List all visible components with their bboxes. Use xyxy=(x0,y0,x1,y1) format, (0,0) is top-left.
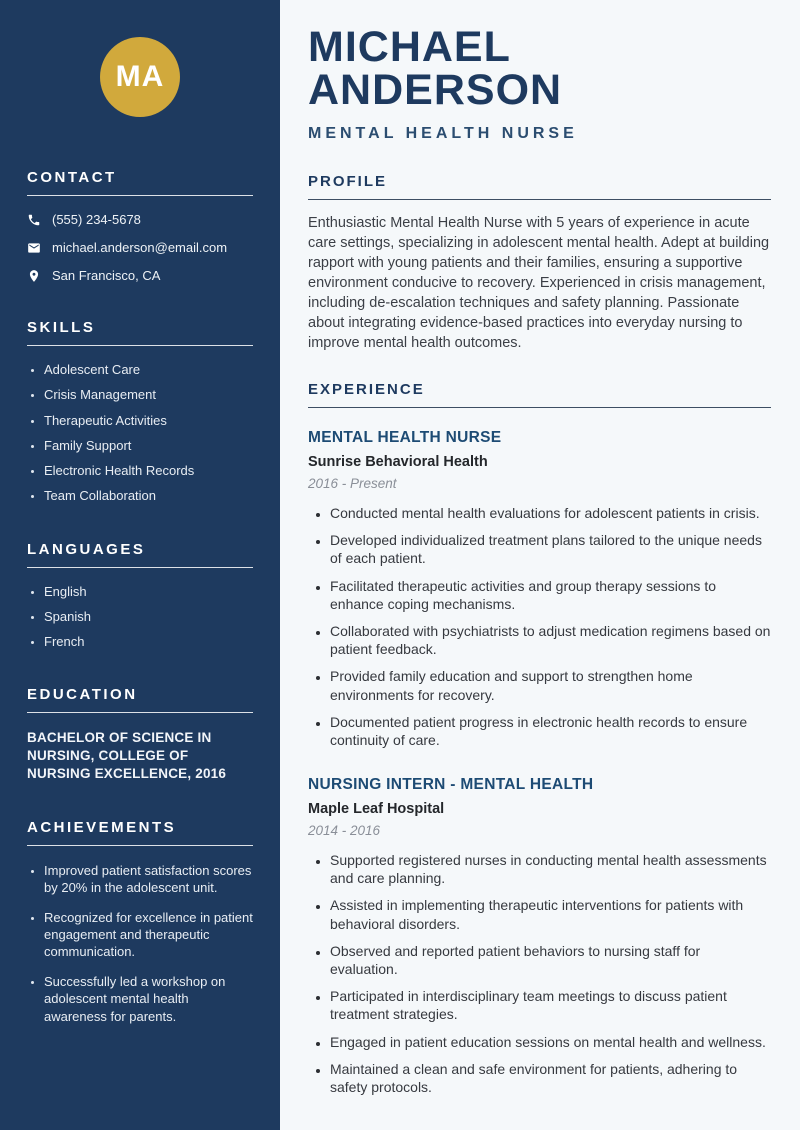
skills-heading: SKILLS xyxy=(27,319,253,346)
language-item: • French xyxy=(44,634,253,650)
job-bullet: • Assisted in implementing therapeutic interventions for patients with behavioral disorders. xyxy=(330,896,771,932)
job-bullet: • Participated in interdisciplinary team meetings to discuss patient treatment strategies. xyxy=(330,987,771,1023)
contact-email-text: michael.anderson@email.com xyxy=(52,240,228,255)
job-bullet-list xyxy=(308,851,771,1096)
job-bullet: • Engaged in patient education sessions on mental health and wellness. xyxy=(330,1033,771,1051)
experience-heading: EXPERIENCE xyxy=(308,381,771,408)
achievement-item: • Recognized for excellence in patient engagement and therapeutic communication. xyxy=(44,909,253,961)
skill-item: • Family Support xyxy=(44,438,253,454)
achievements-heading: ACHIEVEMENTS xyxy=(27,819,253,846)
avatar xyxy=(100,37,180,117)
education-degree: BACHELOR OF SCIENCE IN NURSING, COLLEGE OF NURSING EXCELLENCE, 2016 xyxy=(27,730,227,781)
skill-item: • Team Collaboration xyxy=(44,488,253,504)
job-bullet: • Documented patient progress in electronic health records to ensure continuity of care. xyxy=(330,713,771,749)
language-item: • English xyxy=(44,584,253,600)
job-bullet: • Maintained a clean and safe environment for patients, adhering to safety protocols. xyxy=(330,1060,771,1096)
experience-section xyxy=(308,381,771,1096)
contact-email-row xyxy=(27,240,253,255)
avatar-initials: MA xyxy=(115,60,165,93)
languages-list xyxy=(27,584,253,651)
contact-section xyxy=(27,169,253,283)
language-item: • Spanish xyxy=(44,609,253,625)
job-bullet-list xyxy=(308,504,771,749)
languages-heading: LANGUAGES xyxy=(27,541,253,568)
job-entry xyxy=(308,776,771,1096)
person-job-title: MENTAL HEALTH NURSE xyxy=(308,125,578,142)
job-bullet: • Observed and reported patient behaviors to nursing staff for evaluation. xyxy=(330,942,771,978)
skills-section xyxy=(27,319,253,505)
profile-section xyxy=(308,173,771,353)
skill-item: • Therapeutic Activities xyxy=(44,413,253,429)
job-dates: 2016 - Present xyxy=(308,476,397,491)
job-bullet: • Developed individualized treatment plans tailored to the unique needs of each patient. xyxy=(330,531,771,567)
contact-location-row xyxy=(27,268,253,283)
contact-phone-row xyxy=(27,212,253,227)
contact-phone-text: (555) 234-5678 xyxy=(52,212,141,227)
job-title: NURSING INTERN - MENTAL HEALTH xyxy=(308,776,594,794)
job-entry xyxy=(308,429,771,749)
achievements-list xyxy=(27,862,253,1025)
job-bullet: • Supported registered nurses in conducting mental health assessments and care planning. xyxy=(330,851,771,887)
job-bullet: • Conducted mental health evaluations for adolescent patients in crisis. xyxy=(330,504,771,522)
job-company: Maple Leaf Hospital xyxy=(308,801,445,818)
education-heading: EDUCATION xyxy=(27,686,253,713)
contact-location-text: San Francisco, CA xyxy=(52,268,161,283)
languages-section xyxy=(27,541,253,651)
profile-summary: Enthusiastic Mental Health Nurse with 5 years of experience in acute care settings, specializing in adolescent mental health. Adept at building rapport with young patients and their families, ensuring a supportive environment conducive to recovery. Experienced in crisis management, including de-escalation techniques and safety planning. Passionate about integrating evidence-based practices into everyday nursing to improve mental health outcomes. xyxy=(308,215,770,351)
person-name: MICHAEL ANDERSON xyxy=(308,23,563,114)
skill-item: • Crisis Management xyxy=(44,387,253,403)
job-dates: 2014 - 2016 xyxy=(308,823,381,839)
sidebar xyxy=(0,0,280,1130)
contact-heading: CONTACT xyxy=(27,169,253,196)
profile-heading: PROFILE xyxy=(308,173,771,200)
job-bullet: • Provided family education and support to strengthen home environments for recovery. xyxy=(330,667,771,703)
achievement-item: • Improved patient satisfaction scores by 20% in the adolescent unit. xyxy=(44,862,253,897)
skill-item: • Adolescent Care xyxy=(44,362,253,378)
achievement-item: • Successfully led a workshop on adolescent mental health awareness for parents. xyxy=(44,973,253,1025)
phone-icon xyxy=(27,213,41,227)
email-icon xyxy=(27,241,41,255)
achievements-section xyxy=(27,819,253,1025)
job-company: Sunrise Behavioral Health xyxy=(308,454,488,470)
skill-item: • Electronic Health Records xyxy=(44,463,253,479)
main-content xyxy=(280,0,800,1130)
jobs-container xyxy=(308,429,771,1096)
job-title: MENTAL HEALTH NURSE xyxy=(308,429,502,446)
job-bullet: • Collaborated with psychiatrists to adjust medication regimens based on patient feedback. xyxy=(330,622,771,658)
location-pin-icon xyxy=(27,269,41,283)
skills-list xyxy=(27,362,253,505)
education-section xyxy=(27,686,253,782)
job-bullet: • Facilitated therapeutic activities and group therapy sessions to enhance coping mechanisms. xyxy=(330,577,771,613)
